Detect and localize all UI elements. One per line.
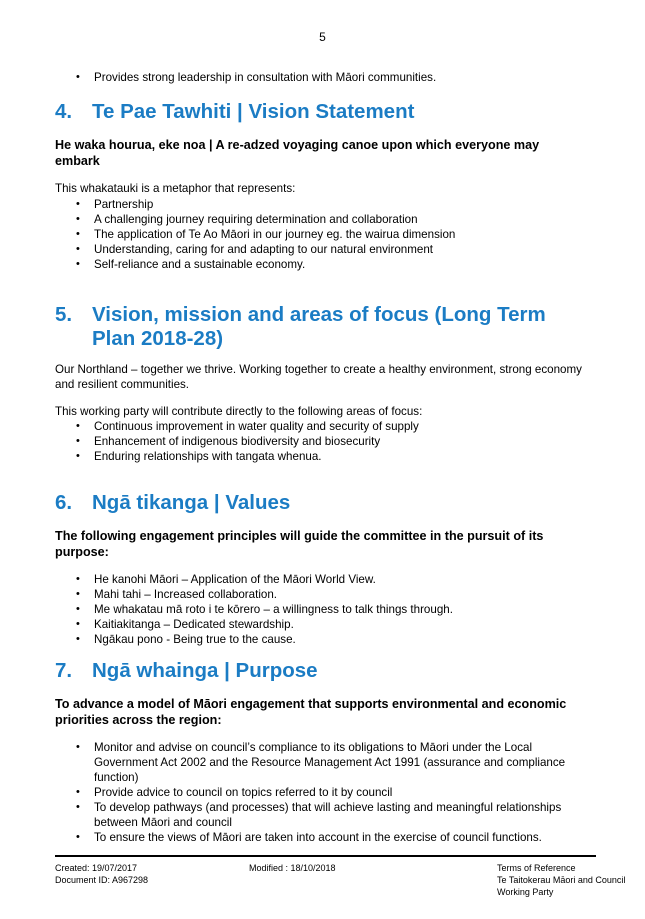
- section-number: 5.: [55, 303, 73, 326]
- section-7-bullet-list: [76, 740, 596, 845]
- section-title: Ngā whainga | Purpose: [92, 659, 318, 682]
- list-item: • Continuous improvement in water quality and security of supply: [76, 419, 596, 434]
- list-item: • Self-reliance and a sustainable economy.: [76, 257, 596, 272]
- section-title: Te Pae Tawhiti | Vision Statement: [92, 100, 415, 123]
- list-item: • Enhancement of indigenous biodiversity and biosecurity: [76, 434, 596, 449]
- list-item: • Provides strong leadership in consultation with Māori communities.: [76, 70, 596, 85]
- list-item: • Mahi tahi – Increased collaboration.: [76, 587, 596, 602]
- section-5-heading: [55, 303, 575, 350]
- section-6-heading: [55, 491, 615, 515]
- list-item: • He kanohi Māori – Application of the Māori World View.: [76, 572, 596, 587]
- list-item: • Provide advice to council on topics referred to it by council: [76, 785, 596, 800]
- section-4-subtitle: He waka hourua, eke noa | A re-adzed voyaging canoe upon which everyone may embark: [55, 138, 540, 168]
- section-4-heading: [55, 100, 615, 124]
- list-item: • A challenging journey requiring determination and collaboration: [76, 212, 596, 227]
- section-7-subtitle: To advance a model of Māori engagement that supports environmental and economic priorities across the region:: [55, 697, 567, 727]
- list-item: • The application of Te Ao Māori in our journey eg. the wairua dimension: [76, 227, 596, 242]
- section-6-bullet-list: [76, 572, 596, 647]
- section-number: 6.: [55, 491, 73, 514]
- list-item: • Ngākau pono - Being true to the cause.: [76, 632, 596, 647]
- list-item: • To develop pathways (and processes) that will achieve lasting and meaningful relationships between Māori and council: [76, 800, 596, 830]
- list-item: • Enduring relationships with tangata whenua.: [76, 449, 596, 464]
- section-5-bullet-list: [76, 419, 596, 464]
- page-number: 5: [319, 30, 326, 44]
- list-item: • To ensure the views of Māori are taken into account in the exercise of council functions.: [76, 830, 596, 845]
- footer-right: [497, 862, 637, 898]
- section-4-bullet-list: [76, 197, 596, 272]
- intro-bullet-list: [76, 70, 596, 85]
- section-4-intro: This whakatauki is a metaphor that represents:: [55, 182, 296, 195]
- footer-committee-line-2: Working Party: [497, 887, 554, 897]
- footer-created: Created: 19/07/2017: [55, 863, 138, 873]
- section-5-paragraph-1: Our Northland – together we thrive. Working together to create a healthy environment, strong economy and resilient communities.: [55, 363, 582, 391]
- section-7-heading: [55, 659, 615, 683]
- footer-left: [55, 862, 225, 886]
- section-title: Vision, mission and areas of focus (Long Term Plan 2018-28): [92, 303, 546, 350]
- section-6-subtitle: The following engagement principles will guide the committee in the pursuit of its purpose:: [55, 529, 544, 559]
- section-number: 7.: [55, 659, 73, 682]
- list-item: • Me whakatau mā roto i te kōrero – a willingness to talk things through.: [76, 602, 596, 617]
- list-item: • Kaitiakitanga – Dedicated stewardship.: [76, 617, 596, 632]
- list-item: • Understanding, caring for and adapting to our natural environment: [76, 242, 596, 257]
- footer-committee-line-1: Te Taitokerau Māori and Council: [497, 875, 626, 885]
- footer-document-id: Document ID: A967298: [55, 875, 149, 885]
- footer-document-type: Terms of Reference: [497, 863, 576, 873]
- footer-divider: [55, 855, 596, 857]
- footer-modified: Modified : 18/10/2018: [249, 863, 336, 873]
- list-item: • Monitor and advise on council’s compliance to its obligations to Māori under the Local Government Act 2002 and the Resource Management Act 1991 (assurance and compliance function): [76, 740, 596, 785]
- section-number: 4.: [55, 100, 73, 123]
- section-title: Ngā tikanga | Values: [92, 491, 291, 514]
- section-5-paragraph-2: This working party will contribute directly to the following areas of focus:: [55, 405, 423, 418]
- list-item: • Partnership: [76, 197, 596, 212]
